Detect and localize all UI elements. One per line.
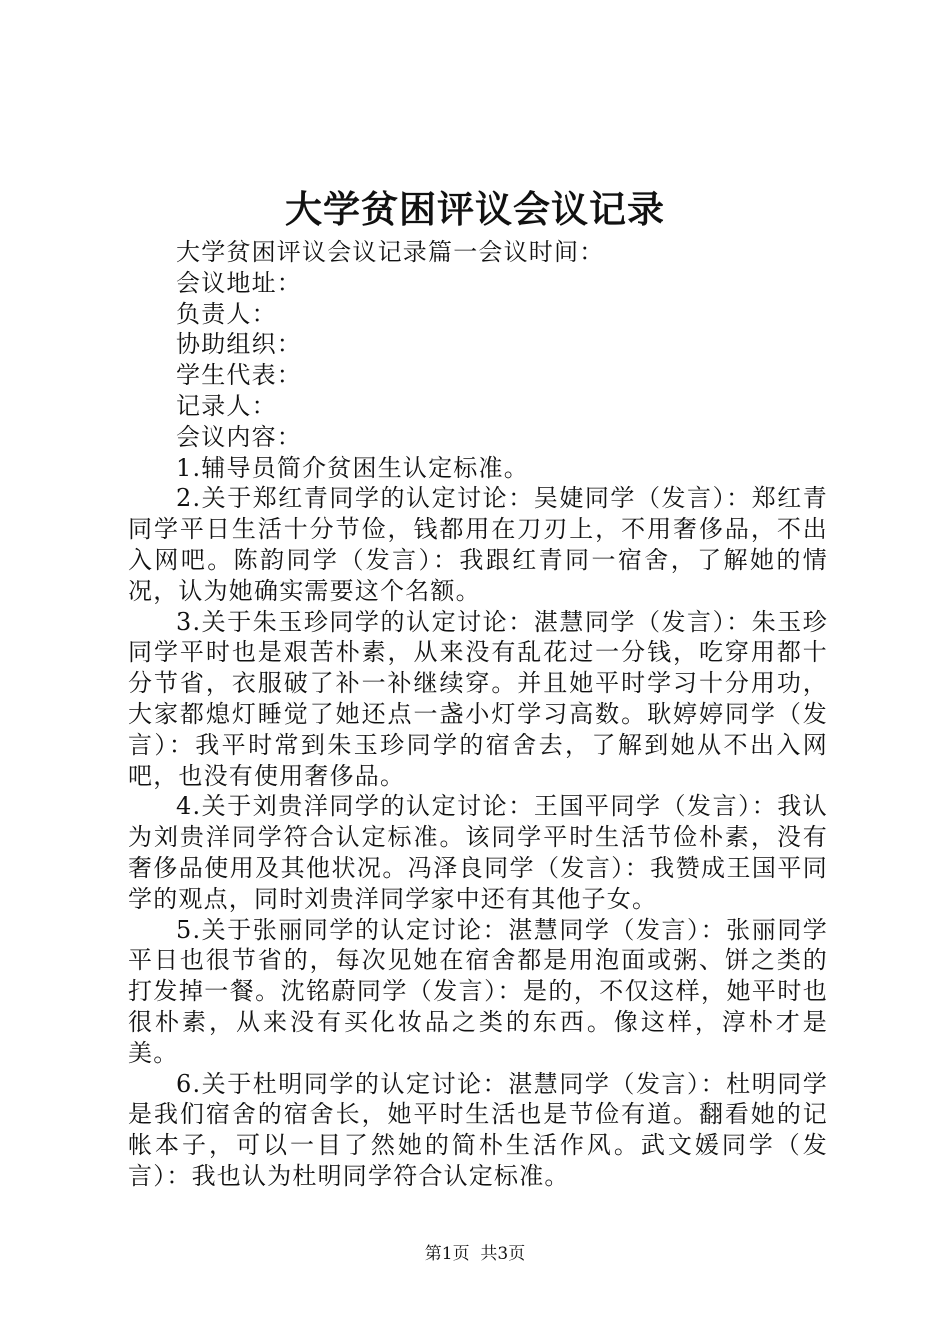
paragraph: 1.辅导员简介贫困生认定标准。 xyxy=(176,453,529,482)
paragraph: 3.关于朱玉珍同学的认定讨论：湛慧同学（发言）：朱玉珍同学平时也是艰苦朴素，从来没有乱花过一分钱，吃穿用都十分节省，衣服破了补一补继续穿。并且她平时学习十分用功，大家都熄灯睡觉了她还点一盏小灯学习高数。耿婷婷同学（发言）：我平时常到朱玉珍同学的宿舍去，了解到她从不出入网吧，也没有使用奢侈品。 xyxy=(128,607,828,790)
paragraph: 4.关于刘贵洋同学的认定讨论：王国平同学（发言）：我认为刘贵洋同学符合认定标准。该同学平时生活节俭朴素，没有奢侈品使用及其他状况。冯泽良同学（发言）：我赞成王国平同学的观点，同时刘贵洋同学家中还有其他子女。 xyxy=(128,792,828,913)
document-title: 大学贫困评议会议记录 xyxy=(285,187,665,231)
paragraph: 5.关于张丽同学的认定讨论：湛慧同学（发言）：张丽同学平日也很节省的，每次见她在宿舍都是用泡面或粥、饼之类的打发掉一餐。沈铭蔚同学（发言）：是的，不仅这样，她平时也很朴素，从来没有买化妆品之类的东西。像这样，淳朴才是美。 xyxy=(128,915,828,1067)
document-body xyxy=(128,237,828,1192)
paragraph: 学生代表： xyxy=(176,361,302,390)
paragraph: 2.关于郑红青同学的认定讨论：吴婕同学（发言）：郑红青同学平日生活十分节俭，钱都用在刀刃上，不用奢侈品，不出入网吧。陈韵同学（发言）：我跟红青同一宿舍，了解她的情况，认为她确实需要这个名额。 xyxy=(128,484,828,605)
footer-spacer xyxy=(470,1244,481,1264)
page-total: 共3页 xyxy=(480,1244,526,1264)
paragraph: 协助组织： xyxy=(176,330,302,359)
paragraph: 6.关于杜明同学的认定讨论：湛慧同学（发言）：杜明同学是我们宿舍的宿舍长，她平时生活也是节俭有道。翻看她的记帐本子，可以一目了然她的简朴生活作风。武文媛同学（发言）：我也认为杜明同学符合认定标准。 xyxy=(128,1069,828,1190)
paragraph: 负责人： xyxy=(176,299,277,328)
paragraph: 记录人： xyxy=(176,391,277,420)
paragraph: 会议内容： xyxy=(176,422,302,451)
page-footer xyxy=(0,1243,950,1265)
page-number: 第1页 xyxy=(424,1244,470,1264)
paragraph: 大学贫困评议会议记录篇一会议时间： xyxy=(176,238,605,266)
paragraph: 会议地址： xyxy=(176,268,302,297)
